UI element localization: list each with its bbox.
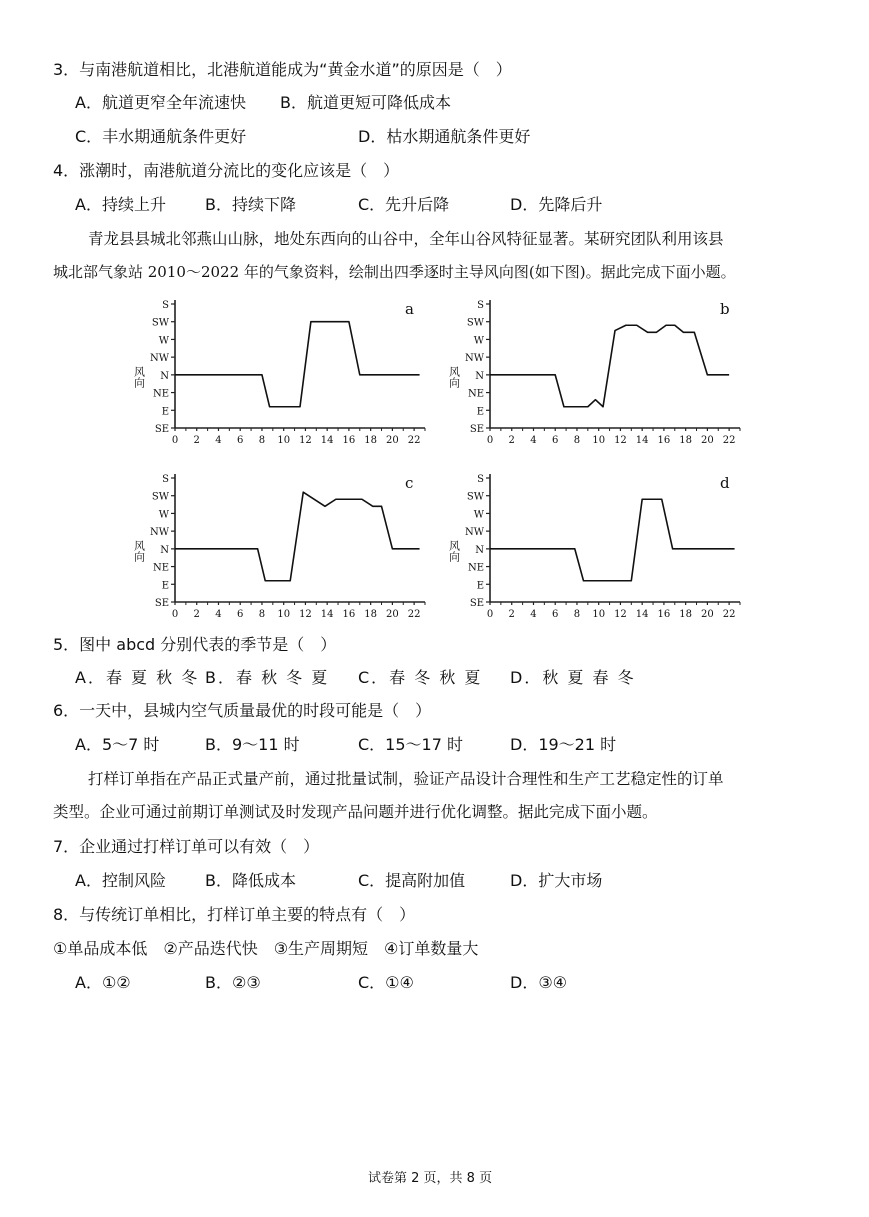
q8-option-b: B．②③	[205, 973, 261, 992]
y-tick-label: NW	[149, 353, 169, 365]
y-tick-label: NE	[152, 562, 169, 574]
wind-direction-series-line	[490, 325, 729, 406]
y-tick-label: E	[476, 580, 484, 592]
x-tick-label: 0	[486, 609, 494, 620]
y-tick-label: S	[477, 474, 484, 485]
x-tick-label: 14	[320, 609, 334, 620]
panel-label: a	[405, 300, 414, 318]
panel-label: d	[720, 474, 730, 492]
y-tick-label: NW	[149, 527, 169, 539]
y-tick-label: N	[160, 544, 169, 556]
y-tick-label: NE	[152, 388, 169, 400]
q7-option-d: D．扩大市场	[510, 871, 603, 890]
q3-option-b: B．航道更短可降低成本	[280, 93, 451, 112]
y-axis-label: 风向	[447, 366, 461, 388]
x-tick-label: 0	[486, 435, 494, 446]
y-tick-label: NE	[467, 388, 484, 400]
x-tick-label: 22	[722, 609, 736, 620]
y-tick-label: SE	[154, 598, 169, 609]
x-tick-label: 2	[508, 609, 515, 620]
x-tick-label: 14	[635, 435, 649, 446]
y-tick-label: E	[161, 406, 169, 418]
passage-2-line-1: 打样订单指在产品正式量产前，通过批量试制，验证产品设计合理性和生产工艺稳定性的订单	[88, 770, 724, 788]
y-tick-label: S	[477, 300, 484, 311]
q5-option-d: D．秋 夏 春 冬	[510, 668, 636, 687]
x-tick-label: 18	[679, 609, 693, 620]
x-tick-label: 10	[277, 435, 291, 446]
q6-option-c: C．15～17 时	[358, 735, 463, 754]
q7-option-b: B．降低成本	[205, 871, 296, 890]
y-tick-label: SW	[466, 317, 484, 329]
x-tick-label: 6	[237, 435, 244, 446]
x-tick-label: 8	[258, 435, 266, 446]
x-tick-label: 10	[592, 435, 606, 446]
y-axis-label: 风向	[132, 540, 146, 562]
x-tick-label: 22	[407, 609, 421, 620]
y-axis-label: 风向	[447, 540, 461, 562]
x-tick-label: 4	[530, 609, 537, 620]
question-4-stem: 4．涨潮时，南港航道分流比的变化应该是（ ）	[53, 161, 400, 180]
passage-2-line-2: 类型。企业可通过前期订单测试及时发现产品问题并进行优化调整。据此完成下面小题。	[53, 803, 658, 821]
passage-1-line-2: 城北部气象站 2010～2022 年的气象资料，绘制出四季逐时主导风向图(如下图)。据此完成下面小题。	[53, 263, 736, 281]
y-tick-label: SE	[469, 424, 484, 435]
y-tick-label: SW	[466, 491, 484, 503]
x-tick-label: 2	[193, 609, 200, 620]
x-tick-label: 14	[635, 609, 649, 620]
y-tick-label: S	[162, 300, 169, 311]
y-tick-label: W	[158, 509, 169, 521]
q4-option-c: C．先升后降	[358, 195, 450, 214]
y-tick-label: SE	[154, 424, 169, 435]
q5-option-a: A．春 夏 秋 冬	[75, 668, 200, 687]
y-tick-label: E	[161, 580, 169, 592]
q8-option-c: C．①④	[358, 973, 414, 992]
x-tick-label: 22	[722, 435, 736, 446]
x-tick-label: 8	[258, 609, 266, 620]
page-footer: 试卷第 2 页，共 8 页	[368, 1171, 493, 1186]
y-tick-label: S	[162, 474, 169, 485]
x-tick-label: 16	[657, 435, 671, 446]
q6-option-b: B．9～11 时	[205, 735, 300, 754]
q3-option-d: D．枯水期通航条件更好	[358, 127, 531, 146]
x-tick-label: 22	[407, 435, 421, 446]
y-tick-label: N	[475, 544, 484, 556]
wind-direction-series-line	[175, 492, 420, 581]
q8-option-d: D．③④	[510, 973, 568, 992]
q5-option-b: B．春 秋 冬 夏	[205, 668, 330, 687]
x-tick-label: 12	[614, 609, 627, 620]
q6-option-a: A．5～7 时	[75, 735, 160, 754]
y-tick-label: N	[160, 370, 169, 382]
q6-option-d: D．19～21 时	[510, 735, 617, 754]
y-tick-label: W	[473, 509, 484, 521]
wind-direction-chart-a	[125, 292, 435, 447]
q7-option-c: C．提高附加值	[358, 871, 466, 890]
y-tick-label: E	[476, 406, 484, 418]
x-tick-label: 20	[386, 609, 399, 620]
x-tick-label: 4	[530, 435, 537, 446]
q7-option-a: A．控制风险	[75, 871, 166, 890]
x-tick-label: 12	[299, 435, 312, 446]
panel-label: c	[405, 474, 414, 492]
x-tick-label: 16	[657, 609, 671, 620]
x-tick-label: 4	[215, 435, 222, 446]
x-tick-label: 20	[386, 435, 399, 446]
y-tick-label: NW	[464, 353, 484, 365]
x-tick-label: 0	[171, 609, 179, 620]
wind-direction-chart-d	[440, 466, 750, 621]
question-3-stem: 3．与南港航道相比，北港航道能成为“黄金水道”的原因是（ ）	[53, 60, 512, 79]
y-tick-label: SW	[151, 317, 169, 329]
x-tick-label: 16	[342, 435, 356, 446]
q4-option-d: D．先降后升	[510, 195, 603, 214]
panel-label: b	[720, 300, 730, 318]
y-tick-label: W	[158, 335, 169, 347]
x-tick-label: 6	[552, 609, 559, 620]
q4-option-a: A．持续上升	[75, 195, 166, 214]
x-tick-label: 14	[320, 435, 334, 446]
x-tick-label: 18	[364, 435, 378, 446]
x-tick-label: 10	[592, 609, 606, 620]
x-tick-label: 2	[193, 435, 200, 446]
y-tick-label: SE	[469, 598, 484, 609]
x-tick-label: 18	[679, 435, 693, 446]
question-8-stem: 8．与传统订单相比，打样订单主要的特点有（ ）	[53, 905, 416, 924]
y-tick-label: W	[473, 335, 484, 347]
q8-option-a: A．①②	[75, 973, 131, 992]
x-tick-label: 10	[277, 609, 291, 620]
y-axis-label: 风向	[132, 366, 146, 388]
x-tick-label: 16	[342, 609, 356, 620]
question-6-stem: 6．一天中，县城内空气质量最优的时段可能是（ ）	[53, 701, 432, 720]
y-tick-label: SW	[151, 491, 169, 503]
x-tick-label: 20	[701, 609, 714, 620]
x-tick-label: 2	[508, 435, 515, 446]
x-tick-label: 12	[299, 609, 312, 620]
q4-option-b: B．持续下降	[205, 195, 296, 214]
wind-direction-chart-b	[440, 292, 750, 447]
x-tick-label: 8	[573, 435, 581, 446]
q3-option-c: C．丰水期通航条件更好	[75, 127, 247, 146]
q3-option-a: A．航道更窄全年流速快	[75, 93, 246, 112]
y-tick-label: NW	[464, 527, 484, 539]
q5-option-c: C．春 冬 秋 夏	[358, 668, 483, 687]
q8-statement-items: ①单品成本低 ②产品迭代快 ③生产周期短 ④订单数量大	[53, 939, 479, 958]
x-tick-label: 6	[552, 435, 559, 446]
y-tick-label: N	[475, 370, 484, 382]
question-7-stem: 7．企业通过打样订单可以有效（ ）	[53, 837, 320, 856]
passage-1-line-1: 青龙县县城北邻燕山山脉，地处东西向的山谷中，全年山谷风特征显著。某研究团队利用该县	[88, 230, 724, 248]
x-tick-label: 18	[364, 609, 378, 620]
x-tick-label: 12	[614, 435, 627, 446]
y-tick-label: NE	[467, 562, 484, 574]
question-5-stem: 5．图中 abcd 分别代表的季节是（ ）	[53, 635, 337, 654]
x-tick-label: 20	[701, 435, 714, 446]
x-tick-label: 8	[573, 609, 581, 620]
x-tick-label: 0	[171, 435, 179, 446]
x-tick-label: 4	[215, 609, 222, 620]
wind-direction-chart-c	[125, 466, 435, 621]
x-tick-label: 6	[237, 609, 244, 620]
wind-direction-series-line	[490, 499, 735, 580]
wind-direction-series-line	[175, 322, 420, 407]
